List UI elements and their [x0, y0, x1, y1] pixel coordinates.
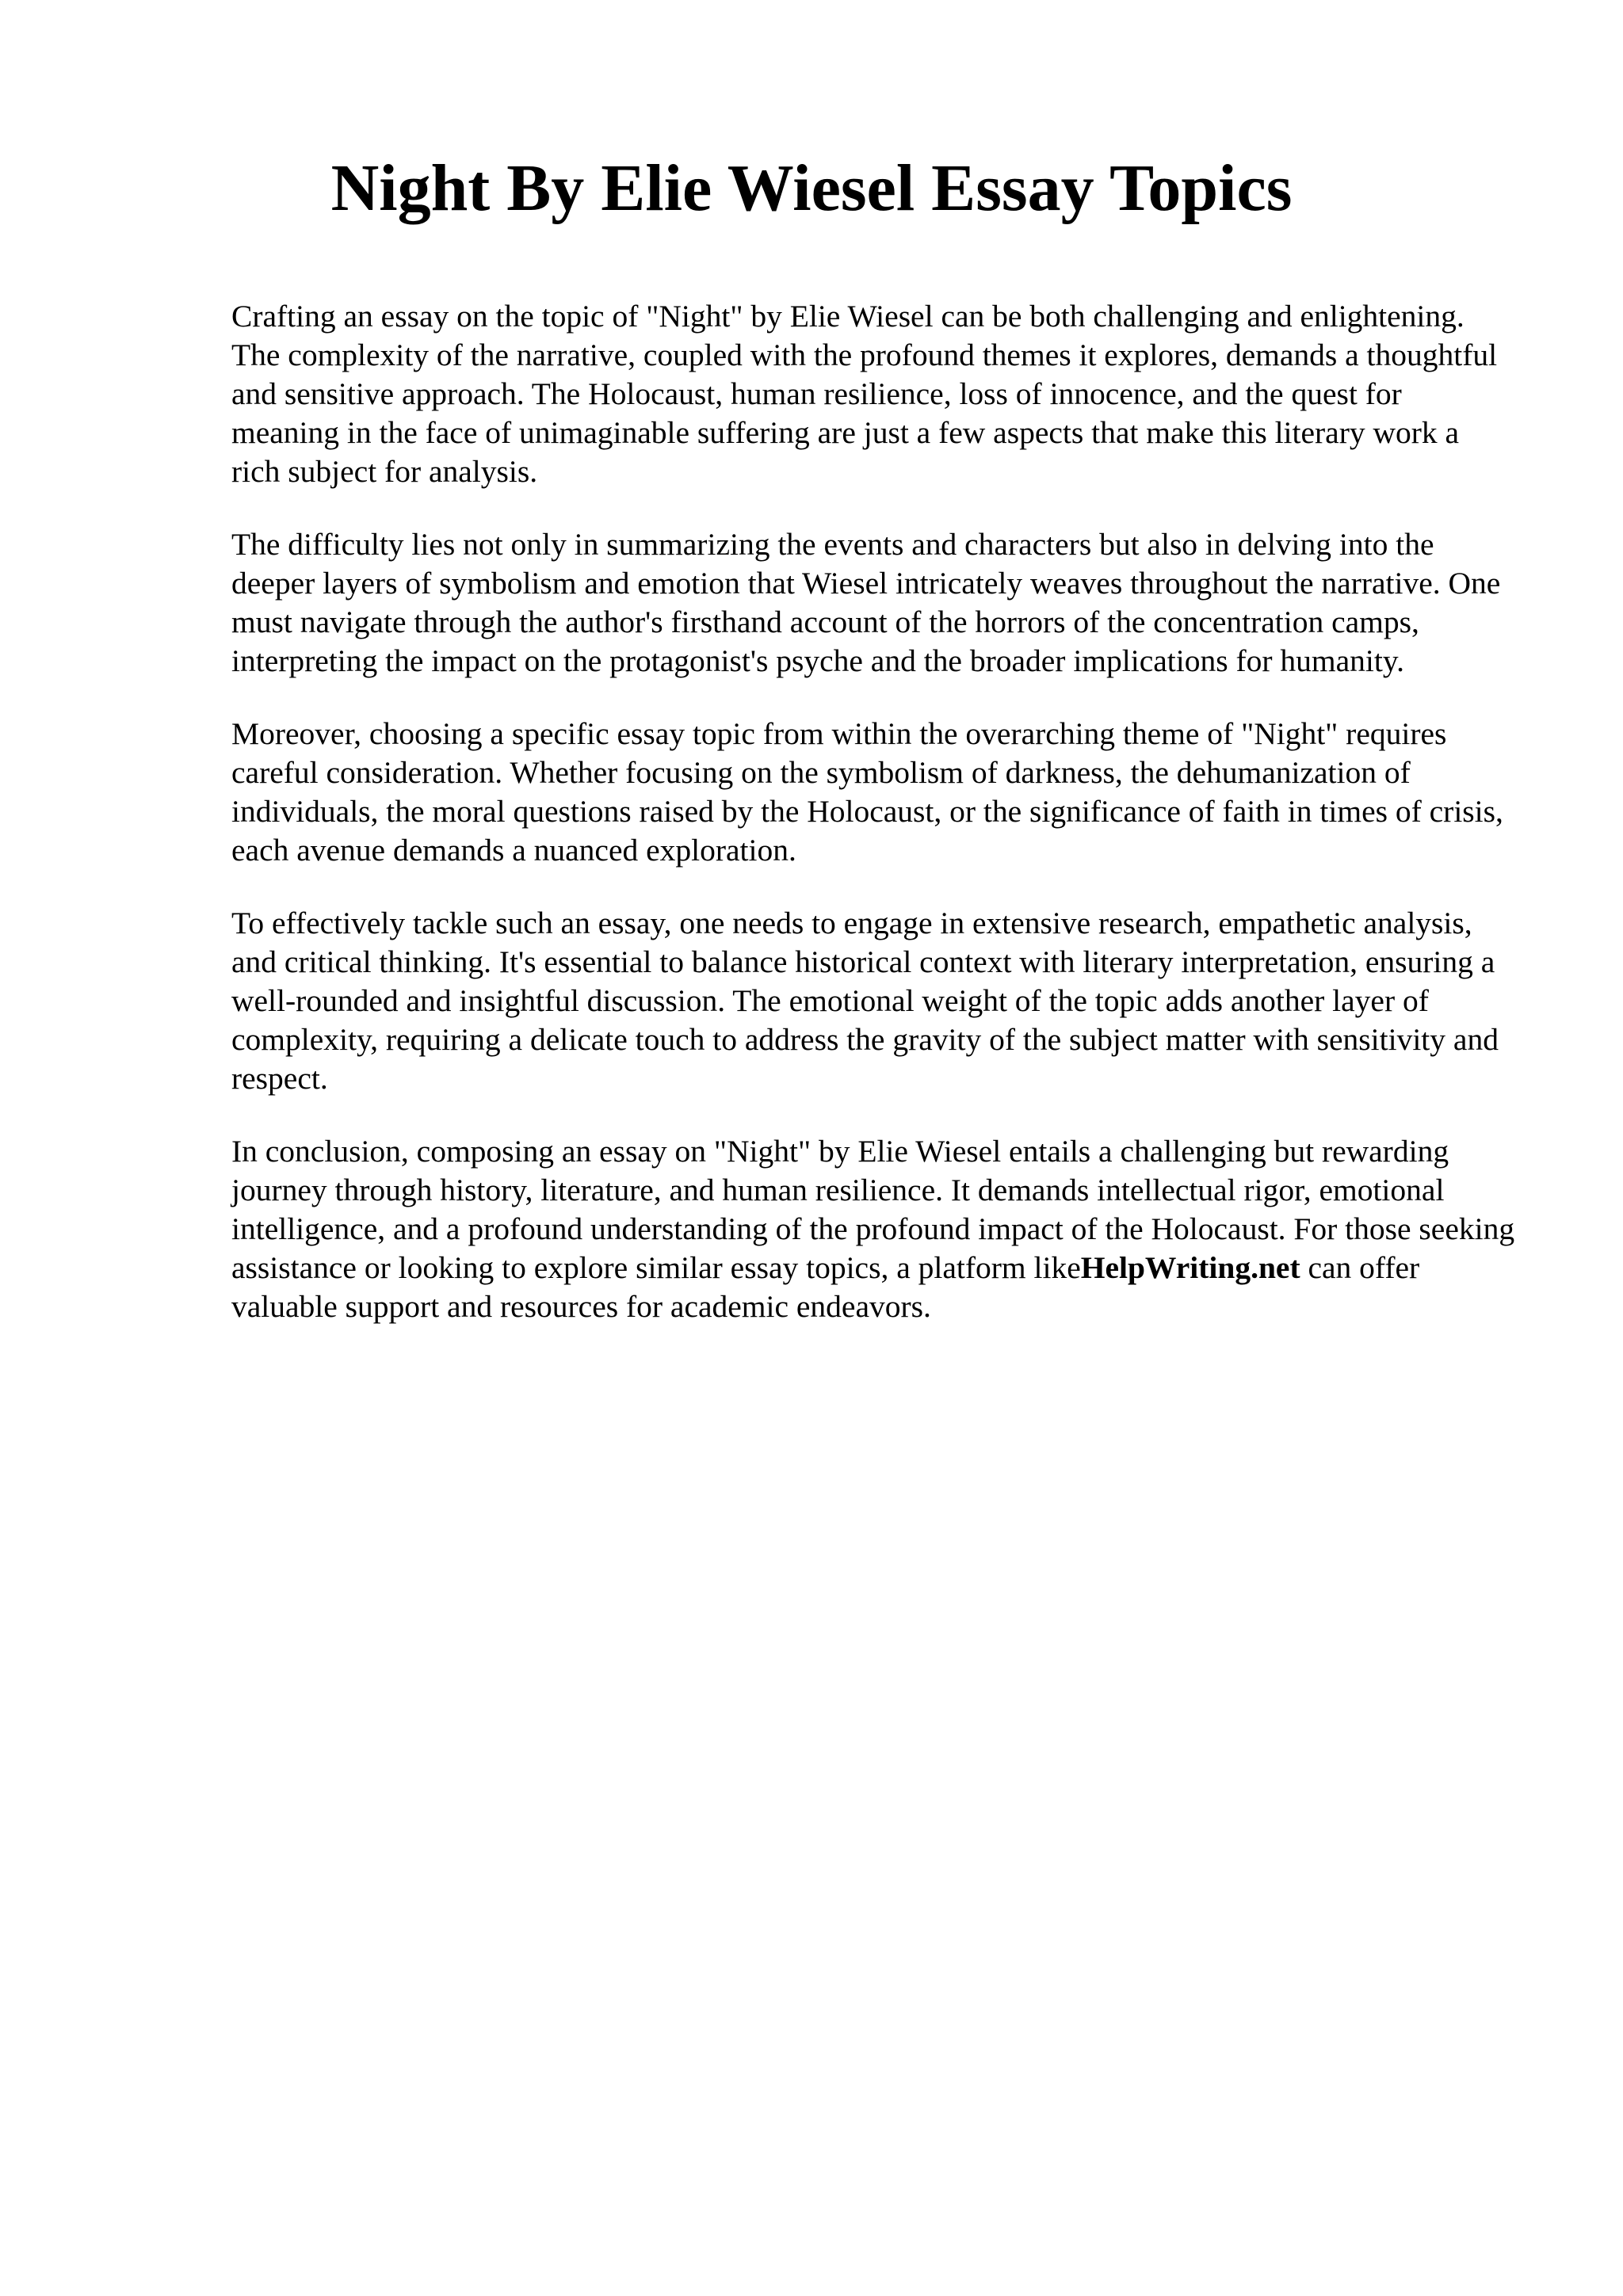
helpwriting-brand-text: HelpWriting.net	[1080, 1250, 1300, 1285]
paragraph-approach: To effectively tackle such an essay, one needs to engage in extensive research, empathetic analysis, and critical thinking. It's essential to balance historical context with literary interpretation, ensuring a well-rounded and insightful discussion. The emotional weight of the topic adds another layer of complexity, requiring a delicate touch to address the gravity of the subject matter with sensitivity and respect.	[231, 906, 1499, 1096]
document-title: Night By Elie Wiesel Essay Topics	[330, 151, 1293, 225]
paragraph-conclusion	[231, 1132, 1515, 1326]
conclusion-text: In conclusion, composing an essay on "Night" by Elie Wiesel entails a challenging but rewarding journey through history, literature, and human resilience. It demands intellectual rigor, emotional intelligence, and a profound understanding of the profound impact of the Holocaust. For those seeking assistance or looking to explore similar essay topics, a platform like	[231, 1134, 1515, 1285]
document-body	[231, 297, 1515, 1360]
paragraph-topic-choice: Moreover, choosing a specific essay topic from within the overarching theme of "Night" requires careful consideration. Whether focusing on the symbolism of darkness, the dehumanization of individuals, the moral questions raised by the Holocaust, or the significance of faith in times of crisis, each avenue demands a nuanced exploration.	[231, 716, 1503, 868]
conclusion-text-end: can offer valuable support and resources for academic endeavors.	[231, 1250, 1420, 1324]
paragraph-intro: Crafting an essay on the topic of "Night" by Elie Wiesel can be both challenging and enlightening. The complexity of the narrative, coupled with the profound themes it explores, demands a thoughtful and sensitive approach. The Holocaust, human resilience, loss of innocence, and the quest for meaning in the face of unimaginable suffering are just a few aspects that make this literary work a rich subject for analysis.	[231, 299, 1498, 489]
paragraph-difficulty: The difficulty lies not only in summarizing the events and characters but also in delving into the deeper layers of symbolism and emotion that Wiesel intricately weaves throughout the narrative. One must navigate through the author's firsthand account of the horrors of the concentration camps, interpreting the impact on the protagonist's psyche and the broader implications for humanity.	[231, 527, 1501, 678]
